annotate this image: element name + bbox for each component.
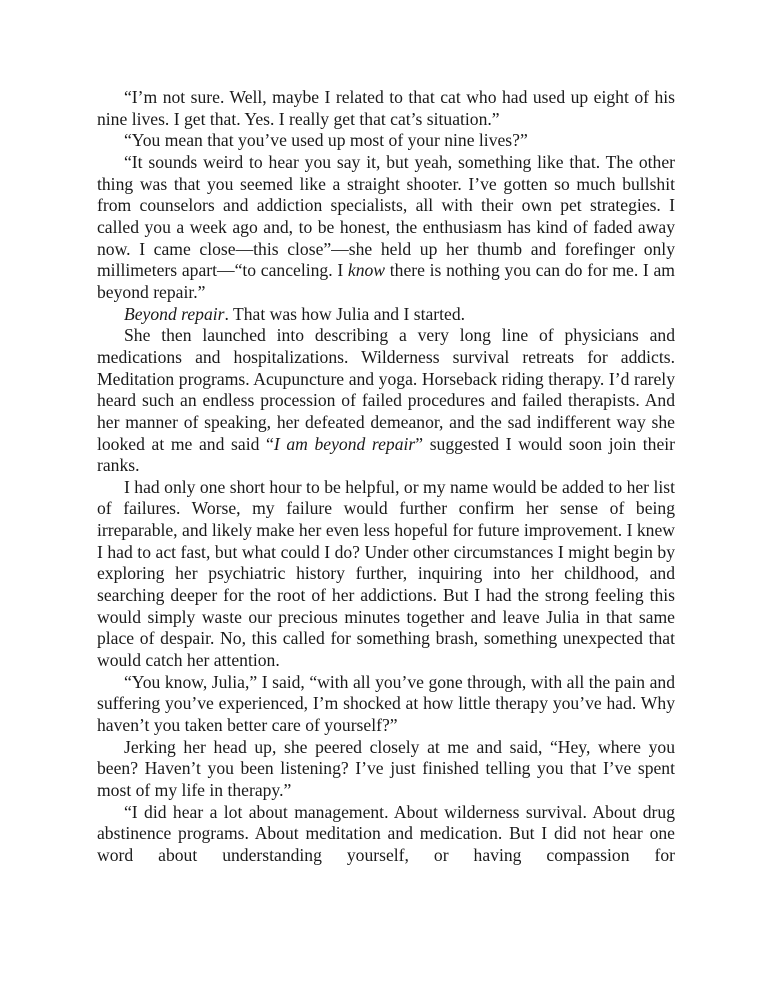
text-run: “It sounds weird to hear you say it, but yeah, something like that. The other thing was that you seemed like a straight shooter. I’ve gotten so much bullshit from counselors and addiction specialists, all with their own pet strategies. I called you a week ago and, to be honest, the enthusiasm has kind of faded away now. I came close—this close”—she held up her thumb and forefinger only millimeters apart—“to canceling. I [97, 151, 675, 281]
paragraph [97, 477, 675, 672]
paragraph [97, 152, 675, 304]
paragraph [97, 130, 675, 152]
paragraph [97, 802, 675, 867]
paragraph [97, 672, 675, 737]
paragraph [97, 304, 675, 326]
paragraph [97, 325, 675, 477]
text-run: “You mean that you’ve used up most of your nine lives?” [124, 130, 528, 151]
text-run: Jerking her head up, she peered closely at me and said, “Hey, where you been? Haven’t you been listening? I’ve just finished telling you that I’ve spent most of my life in therapy.” [97, 736, 675, 800]
paragraph [97, 737, 675, 802]
text-run: “I’m not sure. Well, maybe I related to that cat who had used up eight of his nine lives. I get that. Yes. I really get that cat’s situation.” [97, 87, 675, 129]
paragraph [97, 87, 675, 130]
text-run: . That was how Julia and I started. [224, 303, 466, 324]
text-run: ” suggested I would soon join their ranks. [97, 433, 675, 476]
text-run: I had only one short hour to be helpful, or my name would be added to her list of failures. Worse, my failure would further confirm her sense of being irreparable, and likely make her even less hopeful for future improvement. I knew I had to act fast, but what could I do? Under other circumstances I might begin by exploring her psychiatric history further, inquiring into her childhood, and searching deeper for the root of her addictions. But I had the strong feeling this would simply waste our precious minutes together and leave Julia in that same place of despair. No, this called for something brash, something unexpected that would catch her attention. [97, 476, 675, 671]
italic-text: I am beyond repair [273, 433, 416, 454]
italic-text: know [347, 260, 386, 281]
text-run: “I did hear a lot about management. About wilderness survival. About drug abstinence programs. About meditation and medication. But I did not hear one word about understanding yourself, or having compassion for [97, 801, 675, 865]
text-run: there is nothing you can do for me. I am beyond repair.” [97, 260, 675, 302]
italic-text: Beyond repair [124, 303, 225, 324]
text-run: “You know, Julia,” I said, “with all you’ve gone through, with all the pain and suffering you’ve experienced, I’m shocked at how little therapy you’ve had. Why haven’t you taken better care of yourself?” [97, 671, 675, 736]
text-run: She then launched into describing a very long line of physicians and medications and hospitalizations. Wilderness survival retreats for addicts. Meditation programs. Acupuncture and yoga. Horseback riding therapy. I’d rarely heard such an endless procession of failed procedures and failed therapists. And her manner of speaking, her defeated demeanor, and the sad indifferent way she looked at me and said “ [97, 325, 675, 454]
book-page [97, 87, 675, 867]
